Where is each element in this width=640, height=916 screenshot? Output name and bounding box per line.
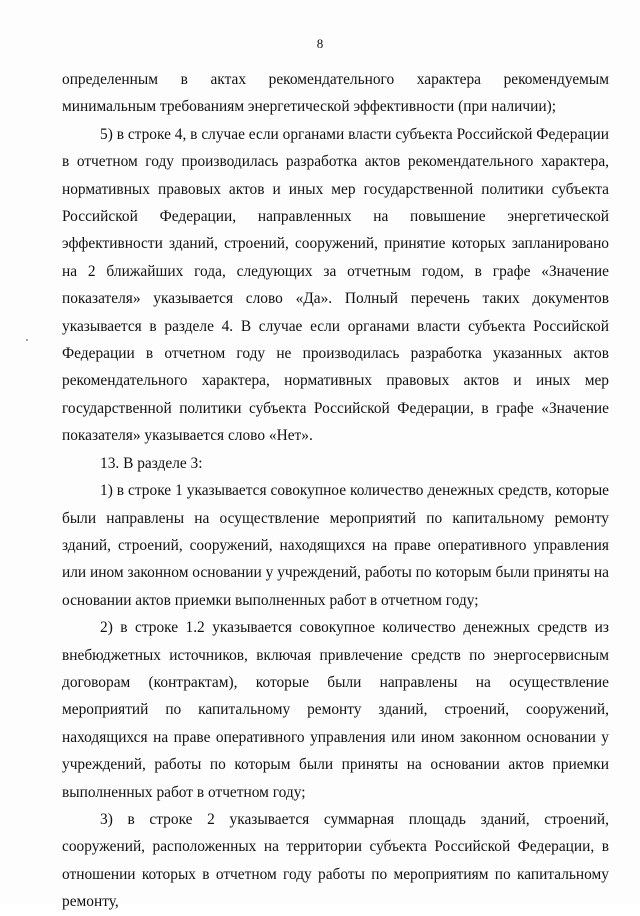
paragraph-item-1: 1) в строке 1 указывается совокупное количество денежных средств, которые были направлены на осуществление мероприятий по капитальному ремонту зданий, строений, сооружений, находящихся на праве оперативного управления или ином законном основании у учреждений, работы по которым были приняты на основании актов приемки выполненных работ в отчетном году; xyxy=(62,482,609,609)
paragraph-continuation: определенным в актах рекомендательного характера рекомендуемым минимальным требованиям энергетической эффективности (при наличии); xyxy=(62,71,609,116)
paragraph-item-3: 3) в строке 2 указывается суммарная площадь зданий, строений, сооружений, расположенных на территории субъекта Российской Федерации, в отношении которых в отчетном году работы по мероприятиям по капитальному ремонту, xyxy=(62,810,609,911)
scan-speck xyxy=(26,339,28,341)
section-heading-13: 13. В разделе 3: xyxy=(100,454,203,472)
paragraph-item-5: 5) в строке 4, в случае если органами власти субъекта Российской Федерации в отчетном году производилась разработка актов рекомендательного характера, нормативных правовых актов и иных мер государственной политики субъекта Российской Федерации, направленных на повышение энергетической эффективности зданий, строений, сооружений, принятие которых запланировано на 2 ближайших года, следующих за отчетным годом, в графе «Значение показателя» указывается слово «Да». Полный перечень таких документов указывается в разделе 4. В случае если органами власти субъекта Российской Федерации в отчетном году не производилась разработка указанных актов рекомендательного характера, нормативных правовых актов и иных мер государственной политики субъекта Российской Федерации, в графе «Значение показателя» указывается слово «Нет». xyxy=(62,125,609,445)
document-body xyxy=(62,66,609,916)
paragraph-item-2: 2) в строке 1.2 указывается совокупное количество денежных средств из внебюджетных источников, включая привлечение средств по энергосервисным договорам (контрактам), которые были направлены на осуществление мероприятий по капитальному ремонту зданий, строений, сооружений, находящихся на праве оперативного управления или ином законном основании у учреждений, работы по которым были приняты на основании актов приемки выполненных работ в отчетном году; xyxy=(62,619,609,801)
page-number: 8 xyxy=(316,36,324,51)
